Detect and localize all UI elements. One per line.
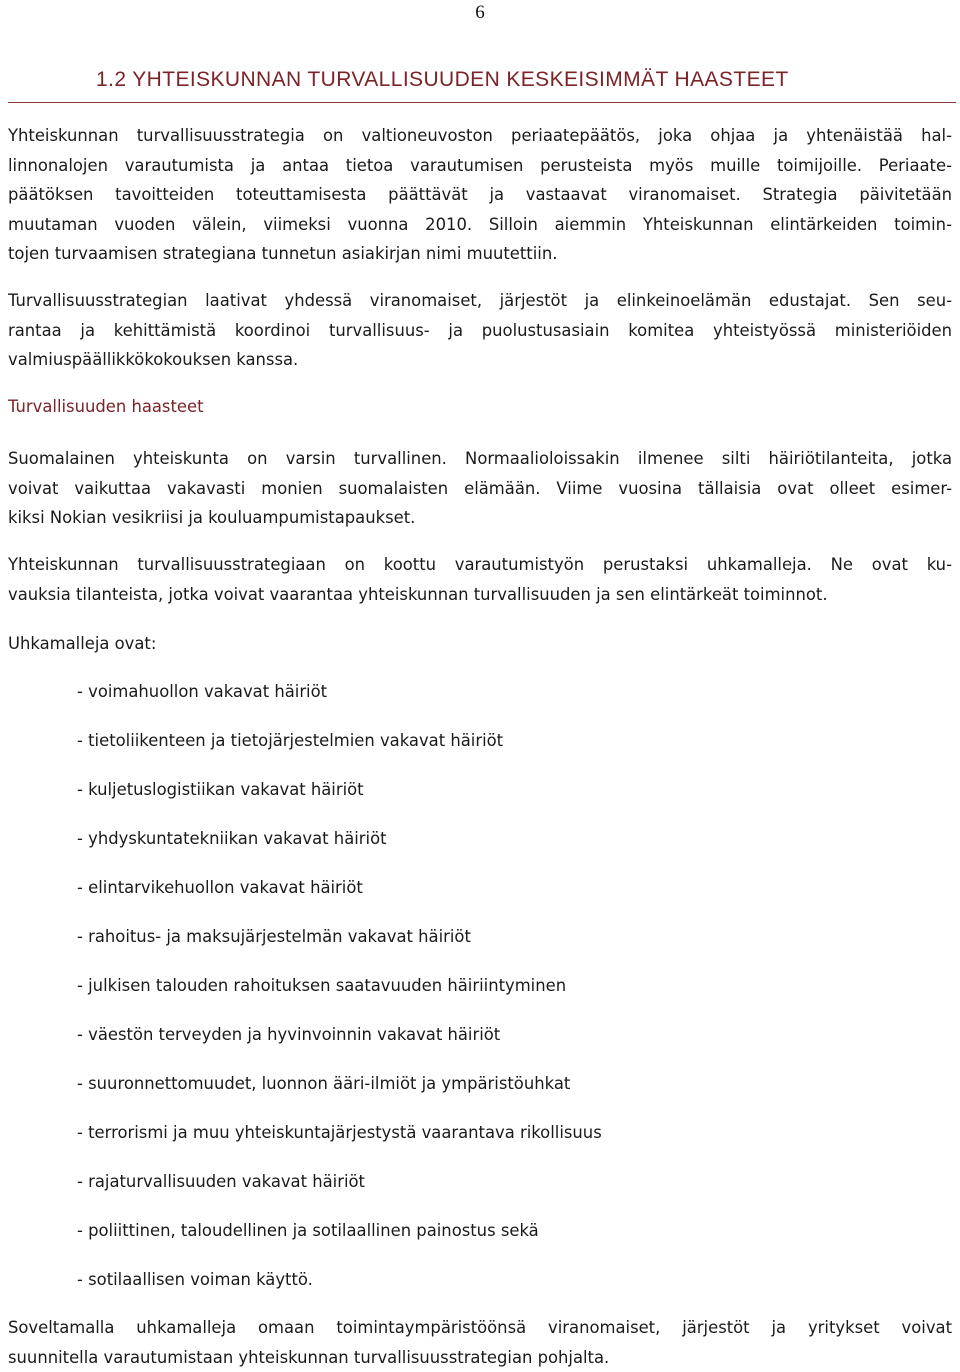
text-line: Soveltamalla uhkamalleja omaan toimintaympäristöönsä viranomaiset, järjestöt ja yritykset voivat — [8, 1313, 952, 1343]
text-line: Suomalainen yhteiskunta on varsin turvallinen. Normaalioloissakin ilmenee silti häiriötilanteita, jotka — [8, 444, 952, 474]
threat-list — [77, 677, 602, 1314]
text-line: suunnitella varautumistaan yhteiskunnan turvallisuusstrategian pohjalta. — [8, 1343, 952, 1372]
list-item: - elintarvikehuollon vakavat häiriöt — [77, 873, 602, 922]
paragraph-strategy-authors — [8, 286, 952, 375]
text-line: linnonalojen varautumista ja antaa tietoa varautumisen perusteista myös muille toimijoille. Periaate- — [8, 151, 952, 181]
list-item: - julkisen talouden rahoituksen saatavuuden häiriintyminen — [77, 971, 602, 1020]
paragraph-strategy-intro — [8, 121, 952, 269]
list-item: - tietoliikenteen ja tietojärjestelmien vakavat häiriöt — [77, 726, 602, 775]
text-line: Yhteiskunnan turvallisuusstrategia on valtioneuvoston periaatepäätös, joka ohjaa ja yhtenäistää hal- — [8, 121, 952, 151]
text-line: kiksi Nokian vesikriisi ja kouluampumistapaukset. — [8, 503, 952, 533]
text-line: Yhteiskunnan turvallisuusstrategiaan on koottu varautumistyön perustaksi uhkamalleja. Ne ovat ku- — [8, 550, 952, 580]
list-item: - sotilaallisen voiman käyttö. — [77, 1265, 602, 1314]
text-line: vauksia tilanteista, jotka voivat vaarantaa yhteiskunnan turvallisuuden ja sen elintärkeät toiminnot. — [8, 580, 952, 610]
list-item: - poliittinen, taloudellinen ja sotilaallinen painostus sekä — [77, 1216, 602, 1265]
list-item: - voimahuollon vakavat häiriöt — [77, 677, 602, 726]
list-item: - väestön terveyden ja hyvinvoinnin vakavat häiriöt — [77, 1020, 602, 1069]
text-line: tojen turvaamisen strategiana tunnetun asiakirjan nimi muutettiin. — [8, 239, 952, 269]
list-item: - yhdyskuntatekniikan vakavat häiriöt — [77, 824, 602, 873]
list-item: - suuronnettomuudet, luonnon ääri-ilmiöt ja ympäristöuhkat — [77, 1069, 602, 1118]
paragraph-threat-models-intro — [8, 550, 952, 609]
section-heading: 1.2 YHTEISKUNNAN TURVALLISUUDEN KESKEISIMMÄT HAASTEET — [96, 68, 789, 92]
list-item: - terrorismi ja muu yhteiskuntajärjestystä vaarantava rikollisuus — [77, 1118, 602, 1167]
text-line: Turvallisuusstrategian laativat yhdessä viranomaiset, järjestöt ja elinkeinoelämän edustajat. Sen seu- — [8, 286, 952, 316]
paragraph-finland-security — [8, 444, 952, 533]
text-line: muutaman vuoden välein, viimeksi vuonna 2010. Silloin aiemmin Yhteiskunnan elintärkeiden toimin- — [8, 210, 952, 240]
text-line: päätöksen tavoitteiden toteuttamisesta päättävät ja vastaavat viranomaiset. Strategia päivitetään — [8, 180, 952, 210]
paragraph-threat-models-label — [8, 629, 952, 659]
heading-divider — [8, 102, 956, 103]
list-item: - rajaturvallisuuden vakavat häiriöt — [77, 1167, 602, 1216]
text-line: Uhkamalleja ovat: — [8, 629, 952, 659]
text-line: voivat vaikuttaa vakavasti monien suomalaisten elämään. Viime vuosina tällaisia ovat olleet esimer- — [8, 474, 952, 504]
list-item: - rahoitus- ja maksujärjestelmän vakavat häiriöt — [77, 922, 602, 971]
page-number: 6 — [0, 2, 960, 24]
list-item: - kuljetuslogistiikan vakavat häiriöt — [77, 775, 602, 824]
text-line: valmiuspäällikkökokouksen kanssa. — [8, 345, 952, 375]
paragraph-conclusion — [8, 1313, 952, 1372]
subheading-security-challenges: Turvallisuuden haasteet — [8, 397, 204, 416]
text-line: rantaa ja kehittämistä koordinoi turvallisuus- ja puolustusasiain komitea yhteistyössä ministeriöiden — [8, 316, 952, 346]
